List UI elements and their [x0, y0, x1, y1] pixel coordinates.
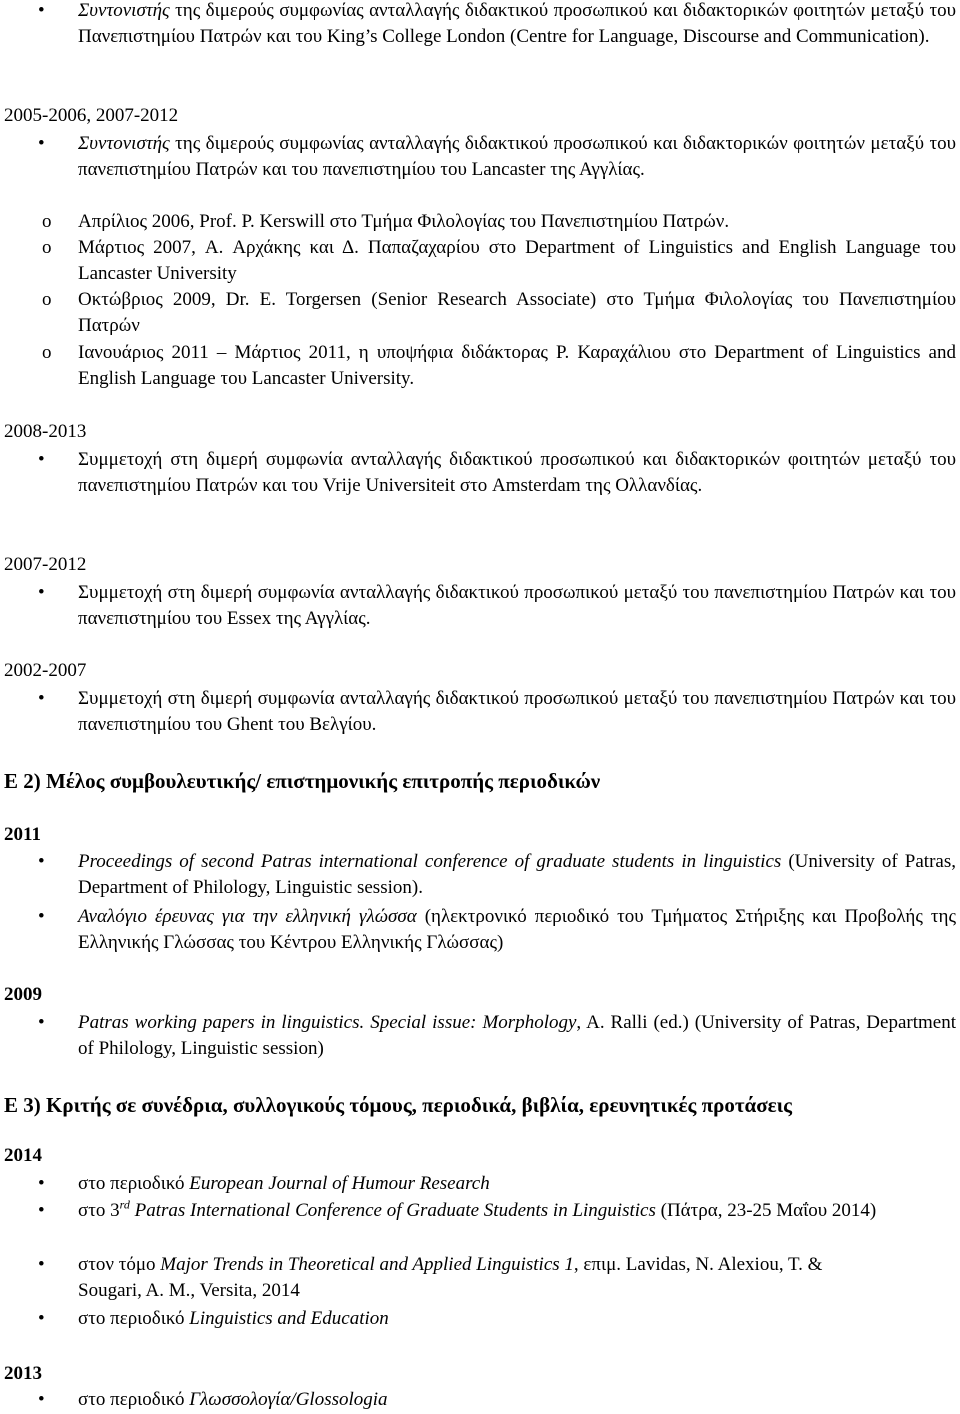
- item-text: στο 3: [78, 1200, 120, 1221]
- review-item: [78, 1252, 878, 1304]
- item-text: Συμμετοχή στη διμερή συμφωνία ανταλλαγής διδακτικού προσωπικού μεταξύ του πανεπιστημίου Πατρών και του πανεπιστημίου του Ghent του Βελγίου.: [78, 688, 956, 735]
- year-heading: 2008-2013: [4, 421, 87, 442]
- journal-title: Patras working papers in linguistics. Special issue: Morphology: [78, 1012, 577, 1033]
- journal-title: European Journal of Humour Research: [189, 1173, 490, 1194]
- item-text: της διμερούς συμφωνίας ανταλλαγής διδακτικού προσωπικού και διδακτορικών φοιτητών μεταξύ του πανεπιστημίου Πατρών και του πανεπιστημίου του Lancaster της Αγγλίας.: [78, 133, 956, 180]
- item-text: (ηλεκτρονικό περιοδικό του Τμήματος Στήριξης και Προβολής της Ελληνικής Γλώσσας του Κέντρου Ελληνικής Γλώσσας): [78, 906, 956, 953]
- journal-item: [78, 1010, 956, 1062]
- circle-bullet-icon: o: [42, 237, 52, 258]
- item-text: Συμμετοχή στη διμερή συμφωνία ανταλλαγής διδακτικού προσωπικού μεταξύ του πανεπιστημίου Πατρών και του πανεπιστημίου του Essex της Αγγλίας.: [78, 582, 956, 629]
- vrije-item: [78, 447, 956, 499]
- year-heading: 2007-2012: [4, 554, 87, 575]
- journal-item: [78, 849, 956, 901]
- circle-bullet-icon: o: [42, 342, 52, 363]
- item-text: στον τόμο: [78, 1254, 161, 1275]
- year-heading: 2005-2006, 2007-2012: [4, 105, 179, 126]
- visit-text: Οκτώβριος 2009, Dr. E. Torgersen (Senior Research Associate) στο Τμήμα Φιλολογίας του Πανεπιστημίου Πατρών: [78, 289, 956, 336]
- visit-item: [42, 235, 956, 287]
- item-text: στο περιοδικό: [78, 1308, 190, 1329]
- visit-text: Απρίλιος 2006, Prof. P. Kerswill στο Τμήμα Φιλολογίας του Πανεπιστημίου Πατρών.: [78, 211, 730, 232]
- conference-title: Patras International Conference of Graduate Students in Linguistics: [129, 1200, 656, 1221]
- item-text: (University of Patras, Department of Philology, Linguistic session).: [78, 851, 956, 898]
- journal-item: [78, 904, 956, 956]
- journal-title: Αναλόγιο έρευνας για την ελληνική γλώσσα: [78, 906, 417, 927]
- visit-text: Μάρτιος 2007, A. Αρχάκης και Δ. Παπαζαχαρίου στο Department of Linguistics and English Language του Lancaster University: [78, 237, 956, 284]
- visit-item: [42, 287, 956, 339]
- visit-text: Ιανουάριος 2011 – Μάρτιος 2011, η υποψήφια διδάκτορας Ρ. Καραχάλιου στο Department of Linguistics and English Language του Lancaster University.: [78, 342, 956, 389]
- section-heading-e3: Ε 3) Κριτής σε συνέδρια, συλλογικούς τόμους, περιοδικά, βιβλία, ερευνητικές προτάσεις: [4, 1093, 793, 1117]
- ordinal-suffix: rd: [119, 1197, 130, 1212]
- role-label: Συντονιστής: [78, 133, 170, 154]
- visit-item: [42, 340, 956, 392]
- ghent-item: [78, 686, 956, 738]
- journal-title: Proceedings of second Patras international conference of graduate students in linguistics: [78, 851, 782, 872]
- item-text: στο περιοδικό: [78, 1389, 190, 1410]
- review-item: [78, 1171, 956, 1197]
- circle-bullet-icon: o: [42, 211, 52, 232]
- role-label: Συντονιστής: [78, 0, 170, 21]
- item-text: , επιμ. Lavidas, N. Alexiou, T. & Sougari, A. M., Versita, 2014: [78, 1254, 823, 1301]
- volume-title: Major Trends in Theoretical and Applied Linguistics 1: [160, 1254, 574, 1275]
- journal-title: Linguistics and Education: [189, 1308, 389, 1329]
- year-heading: 2014: [4, 1145, 42, 1166]
- review-item: [78, 1306, 956, 1332]
- item-text: (Πάτρα, 23-25 Μαΐου 2014): [655, 1200, 877, 1221]
- year-heading: 2002-2007: [4, 660, 87, 681]
- circle-bullet-icon: o: [42, 289, 52, 310]
- year-heading: 2009: [4, 984, 42, 1005]
- journal-title: Γλωσσολογία/Glossologia: [189, 1389, 388, 1410]
- visit-item: [42, 209, 956, 235]
- essex-item: [78, 580, 956, 632]
- year-heading: 2013: [4, 1363, 42, 1384]
- item-text: Συμμετοχή στη διμερή συμφωνία ανταλλαγής διδακτικού προσωπικού και διδακτορικών φοιτητών μεταξύ του πανεπιστημίου Πατρών και του Vrije Universiteit στο Amsterdam της Ολλανδίας.: [78, 449, 956, 496]
- year-heading: 2011: [4, 824, 41, 845]
- section-heading-e2: Ε 2) Μέλος συμβουλευτικής/ επιστημονικής επιτροπής περιοδικών: [4, 769, 601, 793]
- review-item: [78, 1387, 956, 1413]
- lancaster-item: [78, 131, 956, 183]
- item-text: της διμερούς συμφωνίας ανταλλαγής διδακτικού προσωπικού και διδακτορικών φοιτητών μεταξύ του Πανεπιστημίου Πατρών και του King’s College London (Centre for Language, Discourse and Communication).: [78, 0, 956, 47]
- kings-college-item: [78, 0, 956, 50]
- item-text: στο περιοδικό: [78, 1173, 190, 1194]
- review-item: [78, 1198, 878, 1224]
- item-text: , A. Ralli (ed.) (University of Patras, Department of Philology, Linguistic session): [78, 1012, 956, 1059]
